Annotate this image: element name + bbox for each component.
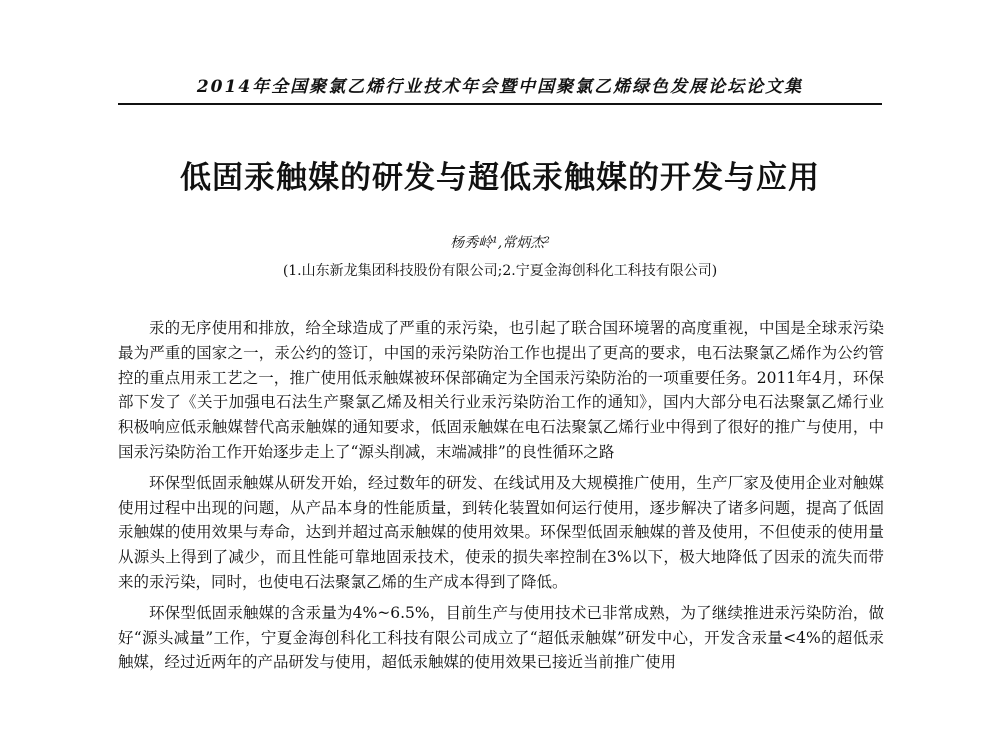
body-paragraph: 环保型低固汞触媒的含汞量为4%~6.5%，目前生产与使用技术已非常成熟，为了继续推进汞污染防治，做好“源头减量”工作，宁夏金海创科化工科技有限公司成立了“超低汞触媒”研发中心，开发含汞量<4%的超低汞触媒，经过近两年的产品研发与使用，超低汞触媒的使用效果已接近当前推广使用 [118, 603, 884, 672]
running-header: 2014年全国聚氯乙烯行业技术年会暨中国聚氯乙烯绿色发展论坛论文集 [196, 77, 804, 97]
article-title: 低固汞触媒的研发与超低汞触媒的开发与应用 [180, 160, 820, 196]
article-body [118, 316, 884, 681]
body-paragraph: 汞的无序使用和排放，给全球造成了严重的汞污染，也引起了联合国环境署的高度重视，中国是全球汞污染最为严重的国家之一，汞公约的签订，中国的汞污染防治工作也提出了更高的要求，电石法聚氯乙烯作为公约管控的重点用汞工艺之一，推广使用低汞触媒被环保部确定为全国汞污染防治的一项重要任务。2011年4月，环保部下发了《关于加强电石法生产聚氯乙烯及相关行业汞污染防治工作的通知》，国内大部分电石法聚氯乙烯行业积极响应低汞触媒替代高汞触媒的通知要求，低固汞触媒在电石法聚氯乙烯行业中得到了很好的推广与使用，中国汞污染防治工作开始逐步走上了“源头削减，末端减排”的良性循环之路 [118, 319, 884, 461]
article-affiliation: (1.山东新龙集团科技股份有限公司;2.宁夏金海创科化工科技有限公司) [282, 263, 718, 279]
body-paragraph: 环保型低固汞触媒从研发开始，经过数年的研发、在线试用及大规模推广使用，生产厂家及使用企业对触媒使用过程中出现的问题，从产品本身的性能质量，到转化装置如何运行使用，逐步解决了诸多问题，提高了低固汞触媒的使用效果与寿命，达到并超过高汞触媒的使用效果。环保型低固汞触媒的普及使用，不但使汞的使用量从源头上得到了减少，而且性能可靠地固汞技术，使汞的损失率控制在3%以下，极大地降低了因汞的流失而带来的汞污染，同时，也使电石法聚氯乙烯的生产成本得到了降低。 [118, 473, 884, 591]
header-rule [118, 103, 882, 105]
article-authors: 杨秀岭¹,常炳杰² [450, 235, 550, 251]
